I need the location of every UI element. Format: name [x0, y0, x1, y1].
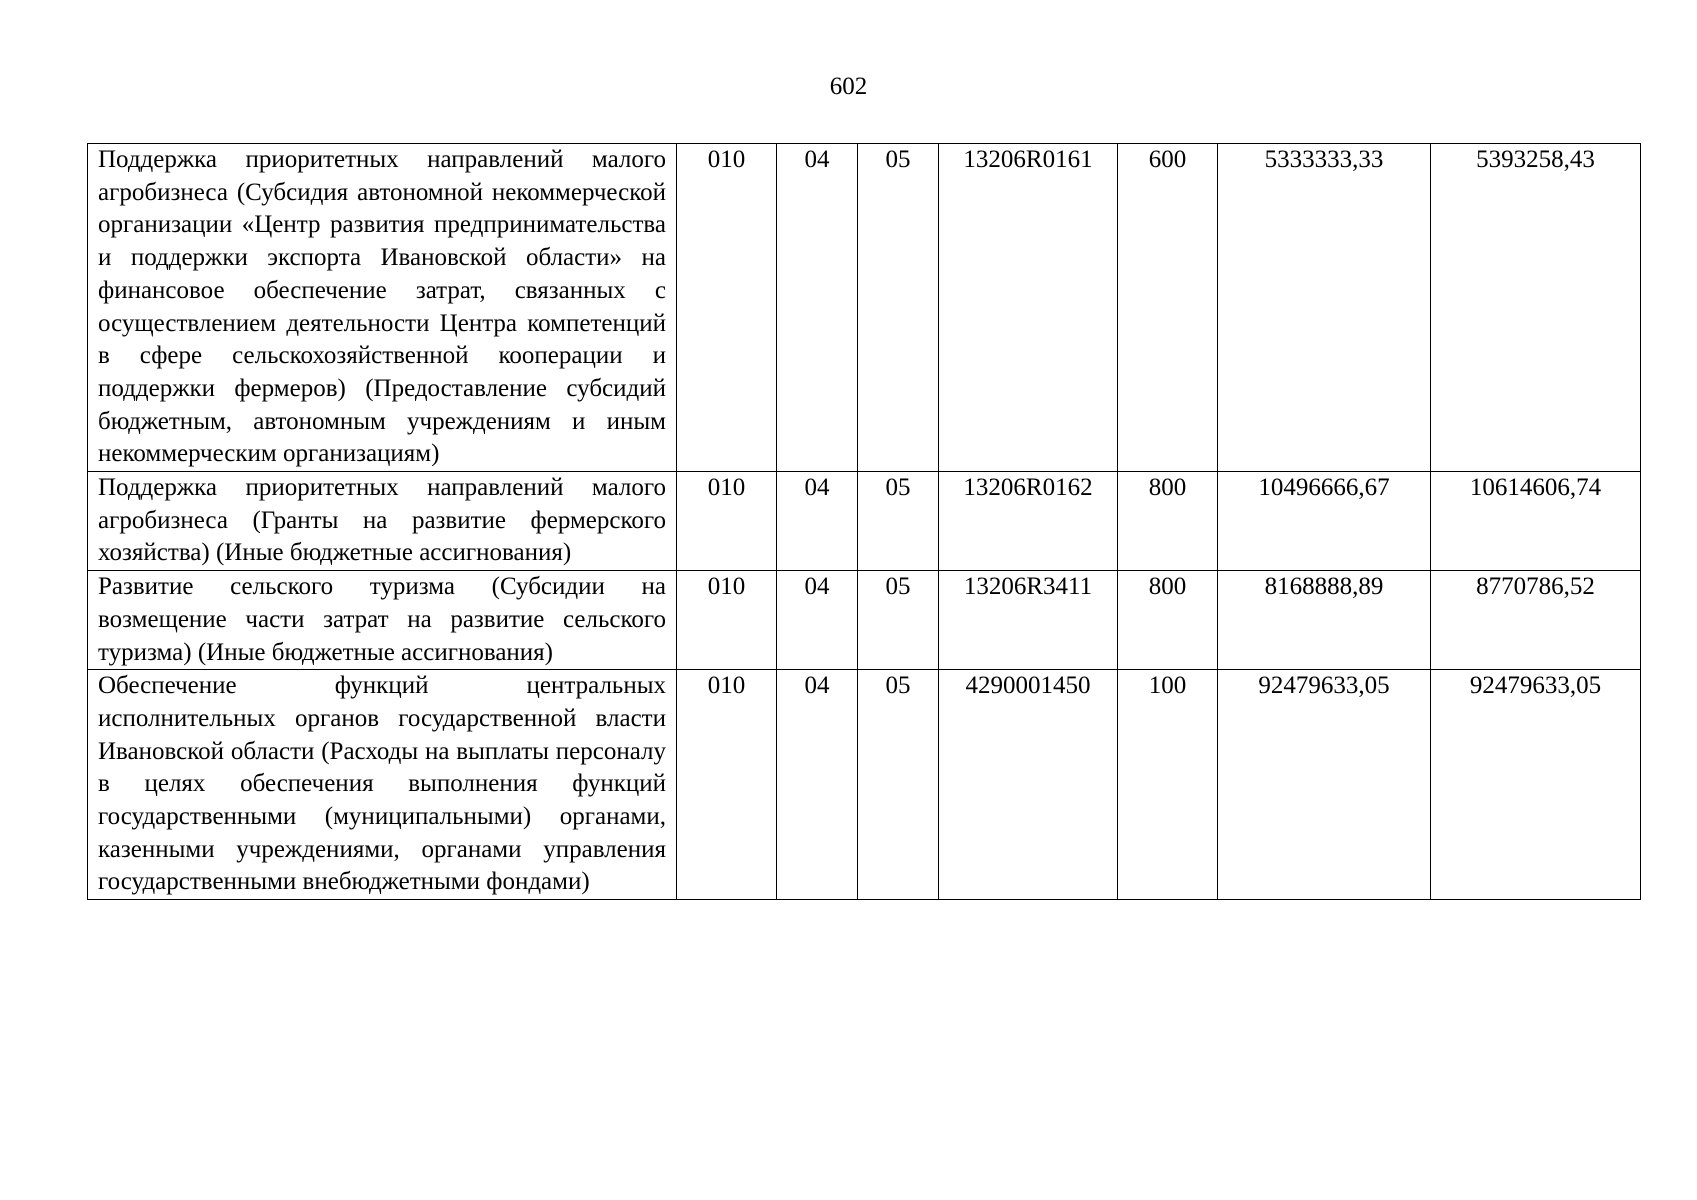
ministry-code: 010 [677, 571, 777, 670]
target-article-code: 13206R0161 [939, 144, 1118, 472]
subsection-code: 05 [858, 571, 939, 670]
amount-first: 92479633,05 [1218, 670, 1431, 900]
section-code: 04 [777, 571, 858, 670]
budget-table [87, 143, 1641, 900]
target-article-code: 4290001450 [939, 670, 1118, 900]
section-code: 04 [777, 144, 858, 472]
page-number: 602 [829, 73, 868, 100]
expense-type-code: 600 [1118, 144, 1218, 472]
row-description: Обеспечение функций центральных исполнительных органов государственной власти Ивановской области (Расходы на выплаты персоналу в целях обеспечения выполнения функций государственными (муниципальными) органами, казенными учреждениями, органами управления государственными внебюджетными фондами) [88, 670, 677, 900]
ministry-code: 010 [677, 144, 777, 472]
amount-first: 5333333,33 [1218, 144, 1431, 472]
amount-second: 5393258,43 [1431, 144, 1641, 472]
expense-type-code: 100 [1118, 670, 1218, 900]
subsection-code: 05 [858, 472, 939, 571]
row-description: Поддержка приоритетных направлений малого агробизнеса (Субсидия автономной некоммерческой организации «Центр развития предпринимательства и поддержки экспорта Ивановской области» на финансовое обеспечение затрат, связанных с осуществлением деятельности Центра компетенций в сфере сельскохозяйственной кооперации и поддержки фермеров) (Предоставление субсидий бюджетным, автономным учреждениям и иным некоммерческим организациям) [88, 144, 677, 472]
amount-first: 8168888,89 [1218, 571, 1431, 670]
section-code: 04 [777, 472, 858, 571]
row-description: Поддержка приоритетных направлений малого агробизнеса (Гранты на развитие фермерского хозяйства) (Иные бюджетные ассигнования) [88, 472, 677, 571]
target-article-code: 13206R3411 [939, 571, 1118, 670]
amount-first: 10496666,67 [1218, 472, 1431, 571]
amount-second: 92479633,05 [1431, 670, 1641, 900]
table-row [88, 144, 1641, 472]
amount-second: 10614606,74 [1431, 472, 1641, 571]
subsection-code: 05 [858, 670, 939, 900]
table-row [88, 670, 1641, 900]
amount-second: 8770786,52 [1431, 571, 1641, 670]
ministry-code: 010 [677, 670, 777, 900]
ministry-code: 010 [677, 472, 777, 571]
expense-type-code: 800 [1118, 571, 1218, 670]
row-description: Развитие сельского туризма (Субсидии на возмещение части затрат на развитие сельского туризма) (Иные бюджетные ассигнования) [88, 571, 677, 670]
table-row [88, 472, 1641, 571]
target-article-code: 13206R0162 [939, 472, 1118, 571]
section-code: 04 [777, 670, 858, 900]
table-row [88, 571, 1641, 670]
expense-type-code: 800 [1118, 472, 1218, 571]
subsection-code: 05 [858, 144, 939, 472]
